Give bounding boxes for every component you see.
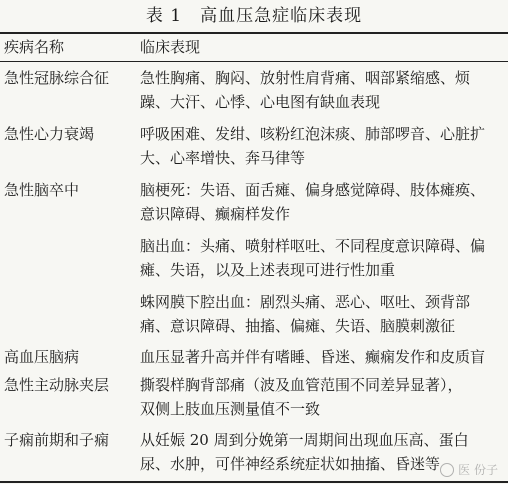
watermark-logo-icon xyxy=(440,463,454,477)
manifestation-sah-line2: 痛、意识障碍、抽搐、偏瘫、失语、脑膜刺激征 xyxy=(140,317,456,335)
manifestation-acs-line1: 急性胸痛、胸闷、放射性肩背痛、咽部紧缩感、烦 xyxy=(140,69,471,87)
disease-hypertensive-encephalopathy: 高血压脑病 xyxy=(4,348,80,366)
manifestation-sah-line1: 蛛网膜下腔出血：剧烈头痛、恶心、呕吐、颈背部 xyxy=(140,293,471,311)
manifestation-dissection-line1: 撕裂样胸背部痛（波及血管范围不同差异显著）， xyxy=(140,376,463,394)
manifestation-infarction-line1: 脑梗死：失语、面舌瘫、偏身感觉障碍、肢体瘫痪、 xyxy=(140,181,486,199)
manifestation-hemorrhage-line1: 脑出血：头痛、喷射样呕吐、不同程度意识障碍、偏 xyxy=(140,237,486,255)
watermark-text: 医 份子 xyxy=(458,463,498,477)
manifestation-ahf-line2: 大、心率增快、奔马律等 xyxy=(140,149,306,167)
top-rule xyxy=(0,32,508,34)
manifestation-dissection-line2: 双侧上肢血压测量值不一致 xyxy=(140,400,321,418)
header-disease: 疾病名称 xyxy=(4,38,65,56)
watermark xyxy=(440,461,498,478)
manifestation-ahf-line1: 呼吸困难、发绀、咳粉红泡沫痰、肺部啰音、心脏扩 xyxy=(140,125,486,143)
disease-acs: 急性冠脉综合征 xyxy=(4,69,110,87)
manifestation-encephalopathy-line1: 血压显著升高并伴有嗜睡、昏迷、癫痫发作和皮质盲 xyxy=(140,348,486,366)
manifestation-hemorrhage-line2: 瘫、失语，以及上述表现可进行性加重 xyxy=(140,261,396,279)
header-manifestation: 临床表现 xyxy=(140,38,201,56)
manifestation-infarction-line2: 意识障碍、癫痫样发作 xyxy=(140,205,291,223)
disease-ahf: 急性心力衰竭 xyxy=(4,125,95,143)
disease-stroke: 急性脑卒中 xyxy=(4,181,80,199)
disease-preeclampsia: 子痫前期和子痫 xyxy=(4,431,110,449)
header-rule xyxy=(0,61,508,62)
manifestation-acs-line2: 躁、大汗、心悸、心电图有缺血表现 xyxy=(140,93,381,111)
manifestation-preeclampsia-line2: 尿、水肿，可伴神经系统症状如抽搐、昏迷等 xyxy=(140,455,441,473)
manifestation-preeclampsia-line1: 从妊娠 20 周到分娩第一周期间出现血压高、蛋白 xyxy=(140,431,469,449)
table-caption: 表 1 高血压急症临床表现 xyxy=(145,6,363,26)
bottom-rule xyxy=(0,481,508,483)
disease-aortic-dissection: 急性主动脉夹层 xyxy=(4,376,110,394)
